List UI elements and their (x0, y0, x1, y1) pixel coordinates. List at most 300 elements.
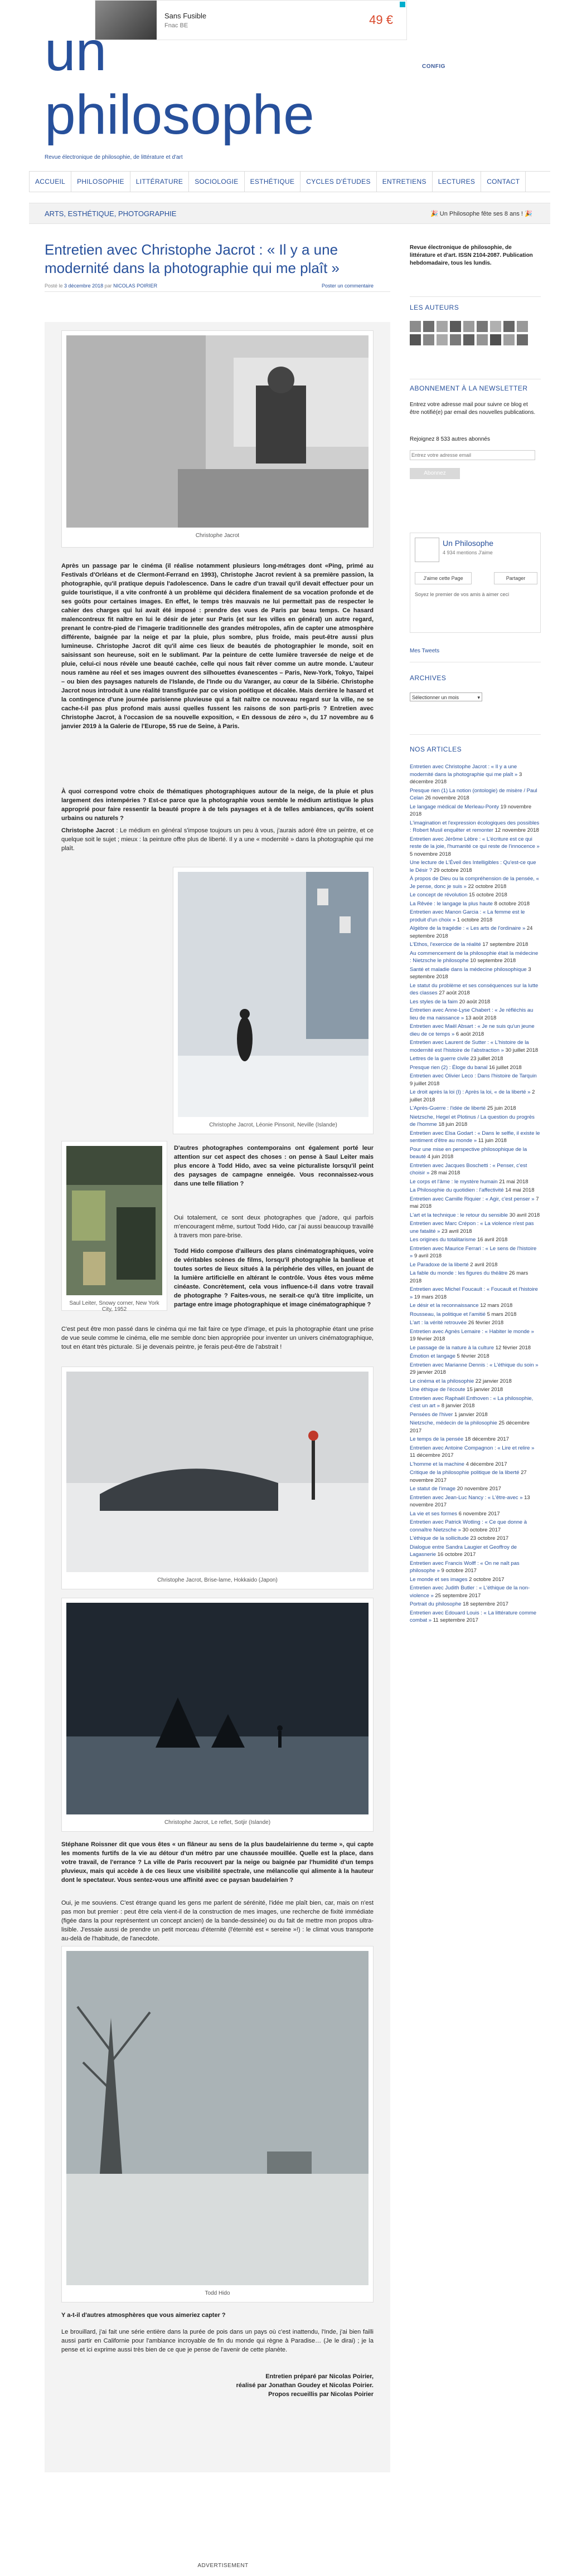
article-date: 16 juillet 2018 (489, 1064, 522, 1071)
article-list-item (410, 1485, 541, 1493)
article-list-item (410, 925, 541, 940)
article-link[interactable]: Entretien avec Francis Wolff : « On ne naît pas philosophe » (410, 1560, 520, 1574)
answer-5-text: Le brouillard, j'ai fait une série entière dans la purée de pois dans un pays où c'est inattendu, l'Inde, j'ai bien failli aussi partir en Californie pour l'ambiance incroyable de fin du monde qui règne à Paradise… (Je le dirai) ; je la pense et ici exprime aussi très bien de ce que je pense de l'avenir de cette planète. (61, 2329, 374, 2353)
nav-item[interactable]: PHILOSOPHIE (71, 172, 130, 192)
article-list-item (410, 1245, 541, 1260)
question-4-text: Stéphane Roissner dit que vous êtes « un flâneur au sens de la plus baudelairienne du terme », qui capte les moments furtifs de la vie au détour d'un métro par une chaussée mouillée. Quelle est la place, dans votre travail, de l'errance ? La ville de Paris recouvert par la neige ou baignée par l'humidité d'un temps pluvieux, mais qui accède à de ces lieux une visibilité spectrale, une mélancolie qui alimente à la hauteur dont le spectateur. Vous sentez-vous une affinité avec ce paysan baudelairien ? (61, 1841, 374, 1884)
figure-caption: Christophe Jacrot, Léonie Pinsonit, Neville (Islande) (209, 1122, 337, 1128)
question-2-text: D'autres photographes contemporains ont également porté leur attention sur cet aspect des choses : on pense à Saul Leiter mais plus encore à Todd Hido, avec sa veine picturaliste lorsqu'il peint des paysages de campagne enneigée. Vous reconnaissez-vous dans une telle filiation ? (174, 1145, 374, 1187)
credits (229, 2372, 374, 2399)
article-date: 23 octobre 2017 (470, 1535, 509, 1541)
author-avatar[interactable] (410, 321, 421, 332)
article-link[interactable]: L'art : la vérité retrouvée (410, 1320, 467, 1326)
article-list-item (410, 1089, 541, 1104)
answer-3 (61, 1325, 374, 1352)
ad-text (157, 12, 369, 29)
top-ad[interactable] (95, 0, 407, 40)
article-date: 10 septembre 2018 (470, 958, 516, 964)
article-date: 26 mars 2018 (410, 1270, 528, 1284)
article-date: 26 novembre 2018 (425, 795, 469, 801)
question-4 (61, 1840, 374, 1885)
article-date: 2 juillet 2018 (410, 1089, 535, 1103)
article-link[interactable]: La Philosophie du quotidien : l'affectivité (410, 1187, 504, 1193)
ad-title[interactable]: Sans Fusible (164, 11, 207, 20)
figure-caption: Christophe Jacrot (195, 533, 240, 539)
article-list-item (410, 1469, 541, 1484)
article-link[interactable]: Entretien avec Judith Butler : « L'éthique de la non-violence » (410, 1585, 530, 1599)
article-list-item (410, 763, 541, 786)
article-link[interactable]: Le langage médical de Merleau-Ponty (410, 803, 500, 810)
article-link[interactable]: Entretien avec Jacques Boschetti : « Penser, c'est choisir » (410, 1162, 527, 1176)
answer-4-text: Oui, je me souviens. C'est étrange quand les gens me parlent de sérénité, l'idée me plaît bien, car, mais on n'est pas mon but premier : peut être cela vient-il de la construction de mes images, une recherche de fixité immédiate (figée dans la pour représentent un concept ancien) de la bande-dessinée) ou du fait de mettre mon propos ultra-lisible. J'essaie aussi de prendre un petit morceau d'éternité (l'éternité est « sereine »!) : le climat vous transporte au-delà de l'habitude, de l'anecdote. (61, 1900, 374, 1942)
article-link[interactable]: Rousseau, la politique et l'amitié (410, 1311, 486, 1318)
meta-prefix: Posté le (45, 283, 63, 289)
article-link[interactable]: Nietzsche, médecin de la philosophie (410, 1420, 497, 1426)
article-link[interactable]: La vie et ses formes (410, 1510, 458, 1517)
photo-breakwater[interactable] (66, 1372, 368, 1572)
article-date: 12 mars 2018 (480, 1302, 513, 1309)
article-date: 21 mai 2018 (499, 1178, 528, 1185)
article-date: 9 juillet 2018 (410, 1080, 440, 1087)
article-list-item (410, 1187, 541, 1194)
article-date: 20 novembre 2017 (457, 1486, 501, 1492)
article-date: 5 février 2018 (457, 1353, 489, 1359)
article-date: 25 juin 2018 (487, 1105, 516, 1111)
article-link[interactable]: Entretien avec Olivier Leco : Dans l'histoire de Tarquin (410, 1073, 537, 1079)
article-link[interactable]: Entretien avec Camille Riquier : « Agir, c'est penser » (410, 1196, 535, 1202)
article-list-item (410, 1576, 541, 1584)
article-link[interactable]: Lettres de la guerre civile (410, 1056, 469, 1062)
answer-5 (61, 2328, 374, 2354)
article-date: 23 avril 2018 (442, 1228, 472, 1235)
article-link[interactable]: Une lecture de L'Éveil des Intelligibles : Qu'est-ce que le Désir ? (410, 860, 536, 874)
article-list-item (410, 1362, 541, 1377)
authors-heading: LES AUTEURS (410, 304, 459, 311)
article-date: 17 septembre 2018 (482, 941, 528, 948)
article-list-item (410, 1212, 541, 1219)
article-link[interactable]: Le statut du problème et ses conséquences sur la lutte des classes (410, 982, 539, 996)
newsletter-heading: ABONNEMENT À LA NEWSLETTER (410, 384, 528, 392)
article-list-item (410, 1584, 541, 1599)
article-list-item (410, 1178, 541, 1186)
author-avatar[interactable] (410, 334, 421, 345)
comment-link[interactable]: Poster un commentaire (322, 283, 374, 289)
answer-1 (61, 826, 374, 853)
article-list-item (410, 1461, 541, 1468)
article-link[interactable]: Critique de la philosophie politique de la liberté (410, 1470, 520, 1476)
article-date: 4 juin 2018 (427, 1154, 454, 1160)
article-list-item (410, 1162, 541, 1177)
article-date: 3 décembre 2018 (410, 771, 522, 785)
article-list-item (410, 900, 541, 908)
article-link[interactable]: Émotion et langage (410, 1353, 455, 1359)
article-date: 30 octobre 2017 (462, 1526, 501, 1533)
author-avatar[interactable] (490, 321, 501, 332)
site-title-line1: un (45, 20, 107, 82)
article-list-item (410, 1328, 541, 1343)
article-date: 7 mai 2018 (410, 1196, 539, 1209)
article-list-item (410, 1146, 541, 1161)
article-link[interactable]: La fable du monde : les figures du théâtre (410, 1270, 508, 1276)
article-list-item (410, 1560, 541, 1575)
facebook-likes: 4 934 mentions J'aime (443, 550, 493, 555)
article-list-item (410, 1411, 541, 1419)
article-date: 9 avril 2018 (414, 1253, 442, 1259)
credit-line-3: Propos recueillis par Nicolas Poirier (268, 2391, 374, 2398)
article-list-item (410, 1344, 541, 1352)
article-date: 9 octobre 2017 (441, 1568, 477, 1574)
article-date: 22 janvier 2018 (475, 1378, 512, 1384)
article-list-item (410, 803, 541, 818)
intro-paragraph (61, 562, 374, 731)
article-link[interactable]: Le corps et l'âme : le mystère humain (410, 1178, 498, 1185)
figure-caption: Christophe Jacrot, Brise-lame, Hokkaido (Japon) (157, 1577, 278, 1583)
figure-caption: Todd Hido (205, 2290, 230, 2296)
article-list-item (410, 1302, 541, 1310)
anniversary-link[interactable]: 🎉 Un Philosophe fête ses 8 ans ! 🎉 (430, 211, 532, 217)
article-date: 27 août 2018 (439, 990, 470, 996)
article-list-item (410, 1023, 541, 1038)
article-date: 6 novembre 2017 (458, 1510, 500, 1517)
article-list-item (410, 1055, 541, 1063)
article-link[interactable]: Presque rien (2) : Éloge du banal (410, 1064, 488, 1071)
facebook-like-button[interactable]: J'aime cette Page (415, 572, 472, 584)
figure-caption: Saul Leiter, Snowy corner, New York City, 1952 (69, 1300, 159, 1313)
article-link[interactable]: Dialogue entre Sandra Laugier et Geoffroy de Lagasnerie (410, 1544, 517, 1558)
article-date: 16 avril 2018 (477, 1237, 508, 1243)
article-date: 29 octobre 2018 (433, 867, 472, 874)
article-link[interactable]: Au commencement de la philosophie était la médecine : Nietzsche le philosophe (410, 950, 539, 964)
article-link[interactable]: Le cinéma et la philosophie (410, 1378, 474, 1384)
article-link[interactable]: Entretien avec Michel Foucault : « Foucault et l'histoire » (410, 1286, 538, 1300)
article-link[interactable]: Portrait du philosophe (410, 1601, 462, 1607)
article-link[interactable]: Presque rien (1) La notion (ontologie) de misère / Paul Celan (410, 787, 537, 801)
article-link[interactable]: Pour une mise en perspective philosophique de la beauté (410, 1146, 527, 1160)
article-link[interactable]: Le désir et la reconnaissance (410, 1302, 479, 1309)
article-link[interactable]: Entretien avec Jérôme Lèbre : « L'écriture est ce qui reste de la joie, l'humanité ce qui reste de l'innocence » (410, 836, 540, 850)
article-list-item (410, 1007, 541, 1022)
article-list-item (410, 1601, 541, 1608)
figure-1 (61, 330, 374, 548)
article-list-item (410, 1395, 541, 1410)
site-about: Revue électronique de philosophie, de littérature et d'art. ISSN 2104-2087. Publication hebdomadaire, tous les lundis. (410, 245, 533, 266)
article-link[interactable]: Pensées de l'hiver (410, 1411, 453, 1418)
article-list-item (410, 1130, 541, 1145)
nav-item[interactable]: LITTÉRATURE (130, 172, 189, 192)
article-link[interactable]: À propos de Dieu ou la compréhension de la pensée, « Je pense, donc je suis » (410, 876, 539, 890)
article-link[interactable]: Le concept de révolution (410, 892, 468, 898)
article-list-item (410, 998, 541, 1006)
article-date: 29 janvier 2018 (410, 1369, 446, 1375)
article-date: 18 juin 2018 (438, 1121, 468, 1128)
article-date: 13 novembre 2017 (410, 1494, 530, 1508)
facebook-friends-text: Soyez le premier de vos amis à aimer ceci (415, 592, 510, 597)
article-date: 2 octobre 2017 (469, 1576, 505, 1583)
article-list-item (410, 1319, 541, 1327)
article-list-item (410, 950, 541, 965)
site-title-line2: philosophe (45, 84, 314, 146)
article-list-item (410, 819, 541, 835)
category-title: ARTS, ESTHÉTIQUE, PHOTOGRAPHIE (45, 209, 177, 218)
article-date: 1 octobre 2018 (457, 916, 493, 923)
adchoices-icon[interactable] (400, 2, 405, 7)
article-date: 13 août 2018 (465, 1014, 497, 1021)
article-list-item (410, 1261, 541, 1269)
article-date: 11 juin 2018 (478, 1138, 507, 1144)
nav-item[interactable]: ENTRETIENS (377, 172, 433, 192)
figure-2 (173, 867, 374, 1134)
author-avatar[interactable] (503, 321, 515, 332)
question-5 (61, 2311, 374, 2320)
article-link[interactable]: Entretien avec Raphaël Enthoven : « La philosophie, c'est un art » (410, 1395, 534, 1409)
author-avatar[interactable] (477, 321, 488, 332)
article-link[interactable]: La Rêvée : le langage la plus haute (410, 900, 493, 907)
article-list-item (410, 836, 541, 858)
photo-portrait[interactable] (66, 335, 368, 528)
photo-todd-hido[interactable] (66, 1951, 368, 2285)
question-2 (174, 1144, 374, 1188)
author-avatar[interactable] (423, 321, 434, 332)
article-date: 24 septembre 2018 (410, 925, 533, 939)
article-list-item (410, 1311, 541, 1319)
facebook-share-button[interactable]: Partager (494, 572, 537, 584)
figure-5 (61, 1598, 374, 1832)
answer-2-text: Oui totalement, ce sont deux photographes que j'adore, qui parfois m'encouragent même, surtout Todd Hido, car j'ai aussi beaucoup travaillé à travers mon pare-brise. (174, 1214, 374, 1239)
archives-heading: ARCHIVES (410, 674, 447, 682)
article-date: 30 avril 2018 (509, 1212, 540, 1218)
article-date: 23 juillet 2018 (470, 1056, 503, 1062)
article-date: 12 février 2018 (495, 1344, 531, 1351)
facebook-widget (410, 533, 541, 633)
article-list-item (410, 1494, 541, 1509)
article-link[interactable]: Le droit après la loi (I) : Après la loi, « de la liberté » (410, 1089, 531, 1095)
divider (410, 296, 541, 297)
photo-saul-leiter[interactable] (66, 1146, 162, 1295)
article-date: 22 octobre 2018 (468, 883, 507, 890)
article-list-item (410, 1353, 541, 1360)
article-date: 18 décembre 2017 (464, 1436, 509, 1442)
article-link[interactable]: L'Après-Guerre : l'idée de liberté (410, 1105, 486, 1111)
author-avatar[interactable] (437, 321, 448, 332)
article-date: 3 septembre 2018 (410, 966, 531, 980)
article-list-item (410, 875, 541, 890)
article-date: 6 août 2018 (455, 1031, 484, 1037)
credit-line-2: réalisé par Jonathan Goudey et Nicolas Poirier. (236, 2382, 374, 2389)
article-list-item (410, 787, 541, 802)
article-link[interactable]: Entretien avec Elsa Godart : « Dans le selfie, il existe le sentiment d'être au monde » (410, 1130, 540, 1144)
ad-subtitle: Fnac BE (164, 22, 188, 29)
nav-item[interactable]: SOCIOLOGIE (189, 172, 244, 192)
nav-item[interactable]: CONTACT (481, 172, 526, 192)
article-date: 1 janvier 2018 (454, 1411, 488, 1418)
ad-price[interactable]: 49 € (369, 13, 393, 27)
photo-reflection[interactable] (66, 1603, 368, 1814)
article-link[interactable]: Le monde et ses images (410, 1576, 468, 1583)
advertisement-label: ADVERTISEMENT (197, 2563, 249, 2569)
article-link[interactable]: Entretien avec Agnès Lemaire : « Habiter le monde » (410, 1328, 534, 1335)
article-link[interactable]: Entretien avec Laurent de Sutter : « L'histoire de la modernité est l'histoire de l'abstraction » (410, 1040, 529, 1053)
article-list-item (410, 1519, 541, 1534)
category-bar (29, 203, 550, 224)
subscriber-count: Rejoignez 8 533 autres abonnés (410, 436, 490, 442)
article-list-item (410, 859, 541, 874)
author-avatar[interactable] (517, 321, 528, 332)
article-list-item (410, 1378, 541, 1385)
article-link[interactable]: Entretien avec Patrick Wotling : « Ce que donne à connaître Nietzsche » (410, 1519, 527, 1533)
post-date[interactable]: 3 décembre 2018 (64, 283, 104, 289)
author-avatar[interactable] (503, 334, 515, 345)
article-link[interactable]: Les origines du totalitarisme (410, 1237, 476, 1243)
article-link[interactable]: Santé et maladie dans la médecine philosophique (410, 966, 527, 973)
intro-text: Après un passage par le cinéma (il réalise notamment plusieurs long-métrages dont «Ping, primé au Festivals d'Orléans et de Clermont-Ferrand en 1993), Christophe Jacrot revient à sa première passion, la photographie, qu'il pratique depuis l'adolescence. Dans le cadre d'un travail qu'il devait effectuer pour un guide touristique, il a vite confronté à un problème qui décidera finalement de sa vocation profonde et de ses goûts pour certaines images. En effet, le temps très mauvais ne lui permettait pas de respecter le cahier des charges qui lui avait été imposé : prendre des vues de Paris par beau temps. Ce hasard malencontreux fit naître en lui le désir de jeter sur Paris (et sur les villes en général) un autre regard, prenant le contre-pied de l'imagerie traditionnelle des grandes métropoles, afin de capter une atmosphère différente, baignée par la neige et par la pluie, plus sombre, plus froide, mais peut-être aussi plus lumineuse. Christophe Jacrot dit qu'il aime ces lieux de beautés de photographier le monde, soit en saisissant son heureuse, soit en le sublimant. Par la peinture de cette lumière traversée de neige et de pluie, celui-ci nous révèle une beauté cachée, celle qui nous fait rêver comme un autre monde. L'auteur nous ramène au réel et ses images ouvrent des silhouettes évanescentes – Paris, New-York, Tokyo, Taipei – ou bien des paysages naturels de l'Islande, de l'Inde ou du Varanger, au cœur de la Sibérie. Christophe Jacrot nous introduit à une réalité transfigurée par ce vision poétique et décalée. Mais derrière le hasard et la contingence d'une journée parisienne pluvieuse qui a fait naître ce nouveau regard sur la ville, ne se cache-t-il pas plus profond mais aussi quelles fussent les raisons de son parti-pris ? Entretien avec Christophe Jacrot, à l'occasion de sa nouvelle exposition, « En dessous de zéro », du 17 novembre au 6 janvier 2019 à la Galerie de l'Europe, 55 rue de Seine, à Paris. (61, 563, 374, 730)
article-date: 25 septembre 2017 (435, 1592, 481, 1599)
newsletter-text: Entrez votre adresse mail pour suivre ce blog et être notifié(e) par email des nouvelles publications. (410, 402, 536, 416)
article-date: 19 février 2018 (410, 1336, 445, 1342)
author-avatar[interactable] (463, 321, 474, 332)
divider (45, 291, 390, 292)
article-link[interactable]: Le temps de la pensée (410, 1436, 464, 1442)
article-date: 30 juillet 2018 (505, 1047, 539, 1053)
author-avatar[interactable] (490, 334, 501, 345)
article-list-item (410, 1039, 541, 1054)
archives-select-value: Sélectionner un mois (412, 695, 459, 700)
facebook-page-name[interactable]: Un Philosophe (443, 539, 494, 548)
article-list-item (410, 1114, 541, 1129)
article-link[interactable]: Une éthique de l'écoute (410, 1387, 466, 1393)
article-list-item (410, 1535, 541, 1543)
answer-3-text: C'est peut être mon passé dans le cinéma qui me fait faire ce type d'image, et puis la photographie étant une prise de vue seule comme le cinéma, elle me semble donc bien appropriée pour inventer un univers cinématographique, tout en étant très picturale. Si je devenais peintre, je ferais peut-être de l'abstrait ! (61, 1326, 374, 1350)
article-link[interactable]: Entretien avec Anne-Lyse Chabert : « Je réfléchis au lieu de ma naissance » (410, 1007, 534, 1021)
article-link[interactable]: L'éthique de la sollicitude (410, 1535, 469, 1541)
figure-4 (61, 1367, 374, 1589)
article-link[interactable]: Entretien avec Manon Garcia : « La femme est le produit d'un choix » (410, 909, 525, 923)
question-1 (61, 787, 374, 823)
tweets-link-label[interactable]: Mes Tweets (410, 648, 440, 654)
site-tagline: Revue électronique de philosophie, de littérature et d'art (45, 154, 183, 160)
question-1-text: À quoi correspond votre choix de thématiques photographiques autour de la neige, de la pluie et plus largement des intempéries ? Est-ce parce que la photographie vous semble le médium artistique le plus approprié pour faire ressentir la beauté propre à de tels paysages et à de telles ambiances, qu'ils soient urbains ou naturels ? (61, 788, 374, 822)
article-date: 12 novembre 2018 (494, 827, 539, 833)
meta-by: par (104, 283, 112, 289)
tweets-link[interactable] (410, 647, 538, 655)
article-date: 5 novembre 2018 (410, 851, 451, 857)
divider (410, 734, 541, 735)
article-link[interactable]: L'art et la technique : le retour du sensible (410, 1212, 508, 1218)
article-date: 14 mai 2018 (505, 1187, 535, 1193)
article-date: 25 décembre 2017 (410, 1420, 530, 1434)
article-link[interactable]: Entretien avec Antoine Compagnon : « Lire et relire » (410, 1445, 535, 1451)
article-link[interactable]: Le Paradoxe de la liberté (410, 1261, 469, 1268)
author-avatar[interactable] (477, 334, 488, 345)
article-link[interactable]: Entretien avec Christophe Jacrot : « Il y a une modernité dans la photographie qui me plaît » (410, 764, 518, 778)
article-list-item (410, 1196, 541, 1211)
email-input[interactable] (410, 450, 535, 460)
article-link[interactable]: Entretien avec Maël Absart : « Je ne suis qu'un jeune dieu de ce temps » (410, 1023, 535, 1037)
article-list-item (410, 982, 541, 997)
article-link[interactable]: Les styles de la faim (410, 998, 458, 1005)
article-link[interactable]: L'imagination et l'expression écologiques des possibles : Robert Musil enquêter et remonter (410, 819, 540, 833)
archives-select[interactable] (410, 692, 482, 701)
article-link[interactable]: L'Ethos, l'exercice de la réalité (410, 941, 481, 948)
article-list-item (410, 909, 541, 924)
nav-item[interactable]: ACCUEIL (29, 172, 71, 192)
authors-grid (410, 321, 541, 345)
article-list-item (410, 1436, 541, 1443)
author-avatar[interactable] (423, 334, 434, 345)
article-date: 2 avril 2018 (470, 1261, 498, 1268)
article-link[interactable]: Le passage de la nature à la culture (410, 1344, 494, 1351)
figure-3 (61, 1141, 167, 1311)
article-link[interactable]: Entretien avec Edouard Louis : « La littérature comme combat » (410, 1609, 537, 1623)
article-list-item (410, 941, 541, 949)
article-list-item (410, 1445, 541, 1460)
article-list-item (410, 1220, 541, 1235)
article-list-item (410, 1609, 541, 1624)
article-link[interactable]: Entretien avec Jean-Luc Nancy : « L'être-avec » (410, 1494, 523, 1501)
answer-1-text: : Le médium en général s'impose toujours un peu à vous, j'aurais adoré être un peintre, et ce quelque soit le sujet ; mieux : la peinture offre plus de liberté. Il y a une « modernité » dans la photographie qui me plaît. (61, 827, 374, 852)
article-list-item (410, 1064, 541, 1072)
article-list-item (410, 1510, 541, 1518)
config-link[interactable]: CONFIG (422, 64, 445, 70)
article-list-item (410, 966, 541, 981)
post-meta (45, 283, 157, 289)
article-link[interactable]: Nietzsche, Hegel et Plotinus / La question du progrès de l'homme (410, 1114, 535, 1128)
article-list-item (410, 1544, 541, 1559)
question-5-text: Y a-t-il d'autres atmosphères que vous aimeriez capter ? (61, 2312, 226, 2319)
article-list-item (410, 1386, 541, 1394)
articles-list (410, 763, 541, 1626)
author-avatar[interactable] (517, 334, 528, 345)
article-link[interactable]: L'homme et la machine (410, 1461, 464, 1467)
article-link[interactable]: Entretien avec Marc Crépon : « La violence n'est pas une fatalité » (410, 1221, 534, 1235)
author-avatar[interactable] (450, 321, 461, 332)
article-date: 19 mars 2018 (414, 1294, 447, 1300)
article-date: 18 septembre 2017 (463, 1601, 508, 1607)
author-avatar[interactable] (450, 334, 461, 345)
facebook-page-logo[interactable] (415, 538, 439, 562)
interviewee-name: Christophe Jacrot (61, 827, 114, 834)
nav-item[interactable]: LECTURES (433, 172, 481, 192)
article-link[interactable]: Algèbre de la tragédie : « Les arts de l'ordinaire » (410, 925, 526, 931)
article-link[interactable]: Entretien avec Maurice Ferrari : « Le sens de l'histoire » (410, 1245, 537, 1259)
post-author[interactable]: NICOLAS POIRIER (113, 283, 158, 289)
nav-item[interactable]: CYCLES D'ÉTUDES (300, 172, 376, 192)
article-list-item (410, 1286, 541, 1301)
nav-item[interactable]: ESTHÉTIQUE (245, 172, 301, 192)
author-avatar[interactable] (463, 334, 474, 345)
answer-4 (61, 1899, 374, 1943)
post-title: Entretien avec Christophe Jacrot : « Il y a une modernité dans la photographie qui me plaît » (45, 241, 340, 276)
figure-caption: Christophe Jacrot, Le reflet, Sotjir (Islande) (164, 1819, 271, 1826)
article-date: 8 octobre 2018 (494, 900, 530, 907)
article-list-item (410, 1105, 541, 1113)
article-date: 27 novembre 2017 (410, 1470, 527, 1484)
article-link[interactable]: Le statut de l'image (410, 1486, 456, 1492)
article-date: 16 octobre 2017 (437, 1552, 476, 1558)
article-date: 11 septembre 2017 (433, 1617, 478, 1623)
article-date: 15 octobre 2018 (469, 892, 507, 898)
article-date: 19 novembre 2018 (410, 803, 532, 817)
credit-line-1: Entretien préparé par Nicolas Poirier, (265, 2373, 374, 2380)
article-link[interactable]: Entretien avec Marianne Dennis : « L'éthique du soin » (410, 1362, 539, 1368)
article-date: 15 janvier 2018 (467, 1387, 503, 1393)
subscribe-button[interactable]: Abonnez (410, 468, 460, 479)
photo-snow-street[interactable] (178, 872, 368, 1117)
article-date: 26 février 2018 (468, 1320, 504, 1326)
article-date: 8 janvier 2018 (441, 1403, 475, 1409)
article-body (45, 322, 390, 2472)
author-avatar[interactable] (437, 334, 448, 345)
article-date: 11 décembre 2017 (410, 1452, 454, 1458)
